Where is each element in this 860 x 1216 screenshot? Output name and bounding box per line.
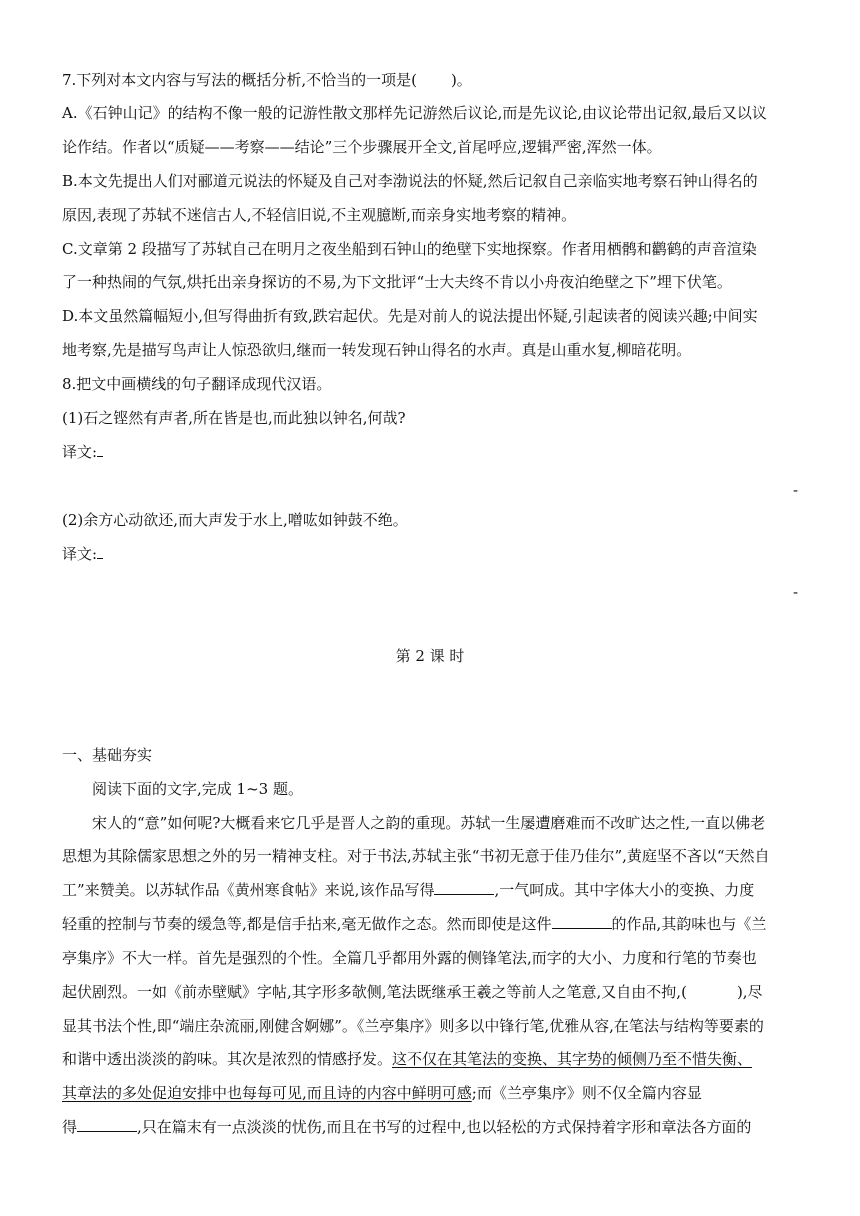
- underlined-sentence: 其章法的多处促迫安排中也每每可见,而且诗的内容中鲜明可感: [62, 1084, 472, 1102]
- passage-line-6: 起伏剧烈。一如《前赤壁赋》字帖,其字形多欹侧,笔法既继承王羲之等前人之笔意,又自由不拘,( ),尽: [62, 983, 763, 1001]
- reading-intro: 阅读下面的文字,完成 1~3 题。: [92, 780, 303, 798]
- passage-line-9: 其章法的多处促迫安排中也每每可见,而且诗的内容中鲜明可感;而《兰亭集序》则不仅全篇内容显: [62, 1084, 702, 1102]
- passage-line-7: 显其书法个性,即“端庄杂流丽,刚健含婀娜”。《兰亭集序》则多以中锋行笔,优雅从容,在笔法与结构等要素的: [62, 1017, 764, 1035]
- passage-line-5: 亭集序》不大一样。首先是强烈的个性。全篇几乎都用外露的侧锋笔法,而字的大小、力度和行笔的节奏也: [62, 949, 757, 967]
- q7-option-d-line2: 地考察,先是描写鸟声让人惊恐欲归,继而一转发现石钟山得名的水声。真是山重水复,柳暗花明。: [62, 341, 692, 359]
- answer-blank[interactable]: [434, 880, 494, 895]
- q7-option-b-line2: 原因,表现了苏轼不迷信古人,不轻信旧说,不主观臆断,而亲身实地考察的精神。: [62, 206, 577, 224]
- passage-line-3: 工”来赞美。以苏轼作品《黄州寒食帖》来说,该作品写得 ,一气呵成。其中字体大小的变换、力度: [62, 881, 755, 899]
- answer-blank[interactable]: [77, 1117, 137, 1132]
- passage-line-10: 得 ,只在篇末有一点淡淡的忧伤,而且在书写的过程中,也以轻松的方式保持着字形和章法各方面的: [62, 1118, 752, 1136]
- passage-line-1: 宋人的“意”如何呢?大概看来它几乎是晋人之韵的重现。苏轼一生屡遭磨难而不改旷达之性,一直以佛老: [92, 814, 766, 832]
- passage-line-2: 思想为其除儒家思想之外的另一精神支柱。对于书法,苏轼主张“书初无意于佳乃佳尔”,黄庭坚不吝以“天然自: [62, 847, 770, 865]
- answer-blank[interactable]: [97, 442, 103, 457]
- passage-line-8: 和谐中透出淡淡的韵味。其次是浓烈的情感抒发。这不仅在其笔法的变换、其字势的倾侧乃至不惜失衡、: [62, 1050, 753, 1068]
- q8-stem: 8.把文中画横线的句子翻译成现代汉语。: [62, 375, 332, 393]
- q7-option-c-line2: 了一种热闹的气氛,烘托出亲身探访的不易,为下文批评“士大夫终不肯以小舟夜泊绝壁之下”埋下伏笔。: [62, 273, 732, 291]
- q7-option-a-line2: 论作结。作者以“质疑——考察——结论”三个步骤展开全文,首尾呼应,逻辑严密,浑然一体。: [62, 138, 662, 156]
- underlined-sentence: 这不仅在其笔法的变换、其字势的倾侧乃至不惜失衡、: [392, 1050, 753, 1068]
- q7-option-c-line1: C.文章第 2 段描写了苏轼自己在明月之夜坐船到石钟山的绝壁下实地探察。作者用栖鹘和鹳鹤的声音渲染: [62, 240, 757, 258]
- line-end-mark-2: -: [793, 583, 799, 601]
- lesson-title: 第 2 课 时: [395, 647, 465, 665]
- passage-line-4: 轻重的控制与节奏的缓急等,都是信手拈来,毫无做作之态。然而即使是这件 的作品,其韵味也与《兰: [62, 915, 767, 933]
- answer-blank[interactable]: [552, 914, 612, 929]
- q7-option-b-line1: B.本文先提出人们对郦道元说法的怀疑及自己对李渤说法的怀疑,然后记叙自己亲临实地考察石钟山得名的: [62, 172, 758, 190]
- q7-stem: 7.下列对本文内容与写法的概括分析,不恰当的一项是( )。: [62, 71, 472, 89]
- q7-option-a-line1: A.《石钟山记》的结构不像一般的记游性散文那样先记游然后议论,而是先议论,由议论带出记叙,最后又以议: [62, 104, 767, 122]
- q8-translation-1[interactable]: 译文:: [62, 442, 103, 462]
- q8-sentence-2: (2)余方心动欲还,而大声发于水上,噌吰如钟鼓不绝。: [62, 511, 408, 529]
- answer-blank[interactable]: [97, 544, 103, 559]
- q7-option-d-line1: D.本文虽然篇幅短小,但写得曲折有致,跌宕起伏。先是对前人的说法提出怀疑,引起读者的阅读兴趣;中间实: [62, 307, 758, 325]
- line-end-mark-1: -: [793, 481, 799, 499]
- section-title: 一、基础夯实: [62, 746, 153, 764]
- q8-translation-2[interactable]: 译文:: [62, 544, 103, 564]
- q8-sentence-1: (1)石之铿然有声者,所在皆是也,而此独以钟名,何哉?: [62, 409, 406, 427]
